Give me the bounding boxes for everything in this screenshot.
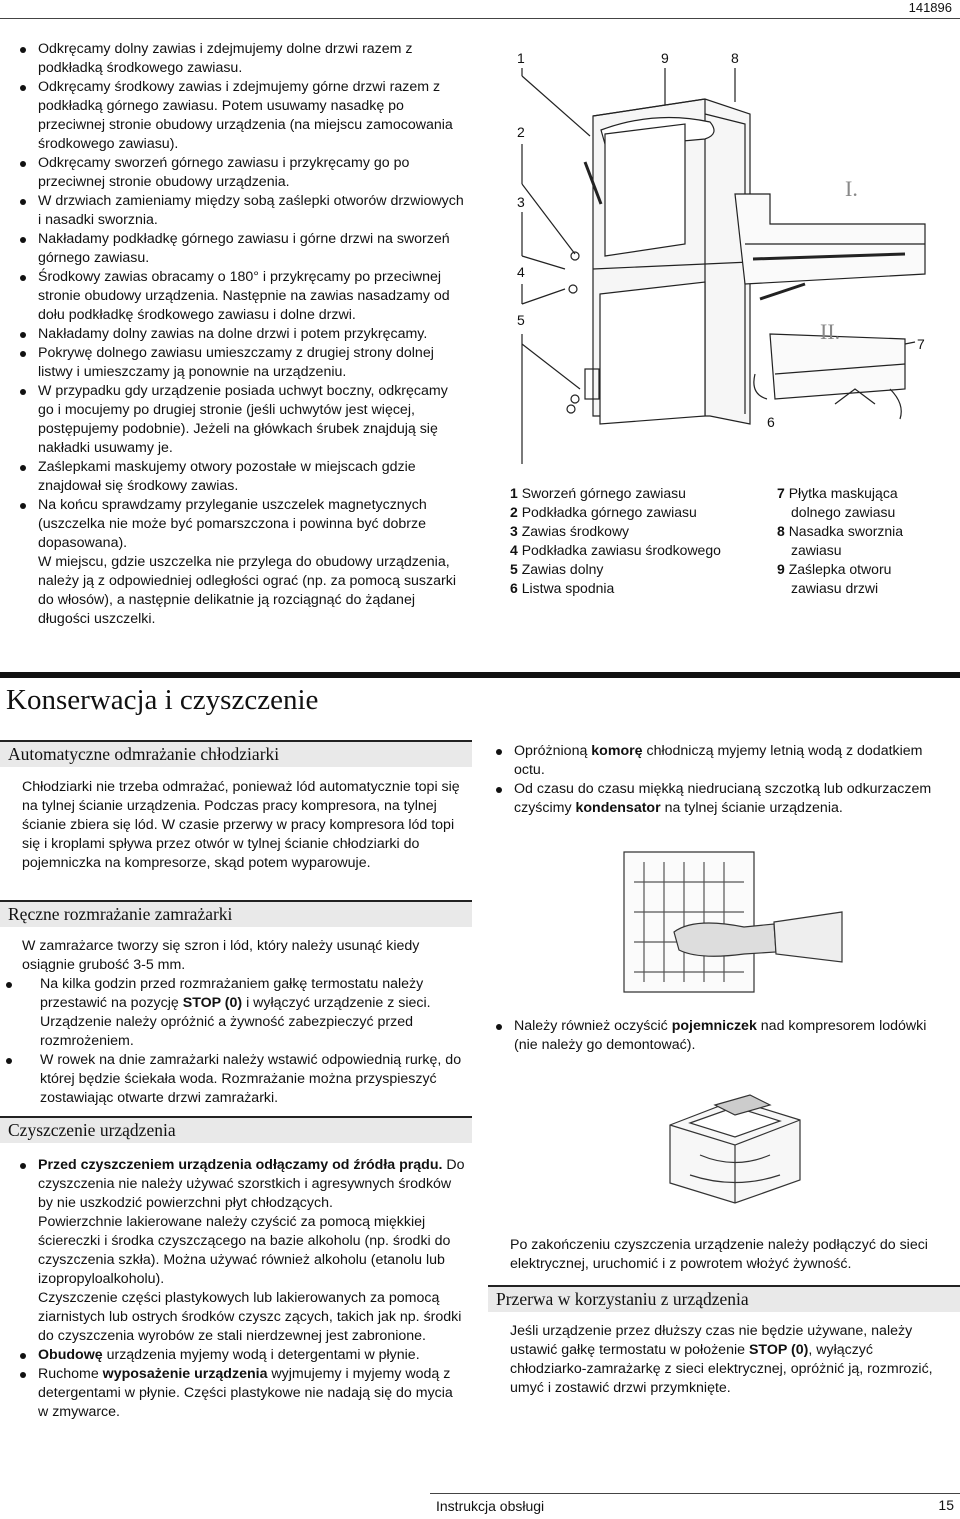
list-item: Od czasu do czasu miękką niedrucianą szczotką lub odkurzaczem czyścimy kondensator na tylnej ścianie urządzenia. [490, 780, 940, 818]
break-usage-text: Jeśli urządzenie przez dłuższy czas nie będzie używane, należy ustawić gałkę termostatu w położenie STOP (0), wyłączyć chłodziarko-zamrażarkę z sieci elektrycznej, opróżnić ją, rozmrozić, umyć i zostawić drzwi przymknięte. [510, 1323, 933, 1396]
list-item: Na kilka godzin przed rozmrażaniem gałkę termostatu należy przestawić na pozycję STOP (0) i wyłączyć urządzenie z sieci. Urządzenie należy opróżnić a żywność zabezpieczyć przed rozmrożeniem. [0, 975, 467, 1051]
legend-text: Zaślepka otworu [788, 561, 892, 577]
break-usage-heading: Przerwa w korzystaniu z urządzenia [488, 1285, 960, 1312]
door-reversal-steps [14, 40, 466, 629]
callout-1: 1 [517, 50, 525, 66]
footer-label: Instrukcja obsługi [436, 1498, 545, 1514]
footer-rule [430, 1493, 960, 1494]
legend-number: 2 [510, 504, 518, 520]
fridge-illustration [505, 44, 955, 484]
step-item: W drzwiach zamieniamy między sobą zaślepki otworów drzwiowych i nasadki sworznia. [14, 192, 466, 230]
step-item: Nakładamy podkładkę górnego zawiasu i górne drzwi na sworzeń górnego zawiasu. [14, 230, 466, 268]
cleaning-para-3: Czyszczenie części plastykowych lub lakierowanych za pomocą ziarnistych lub ostrych środków czyszc zących, takich jak np. środki do czyszczenia wyrobów ze stali nierdzewnej jest zabronione. [38, 1290, 462, 1344]
right-bullets-1 [490, 742, 940, 818]
cleaning-right-list [490, 742, 940, 818]
legend-item [510, 484, 721, 503]
legend-number: 5 [510, 561, 518, 577]
legend-number: 7 [777, 485, 785, 501]
legend-number: 1 [510, 485, 518, 501]
manual-defrost-heading: Ręczne rozmrażanie zamrażarki [0, 900, 472, 927]
manual-defrost-list [0, 975, 467, 1108]
header-rule [0, 18, 960, 19]
list-item: Należy również oczyścić pojemniczek nad kompresorem lodówki (nie należy go demontować). [490, 1017, 940, 1055]
cleaning-body [14, 1156, 466, 1422]
legend-item [510, 503, 721, 522]
step-item: Odkręcamy dolny zawias i zdejmujemy dolne drzwi razem z podkładką środkowego zawiasu. [14, 40, 466, 78]
callout-2: 2 [517, 124, 525, 140]
list-item: Przed czyszczeniem urządzenia odłączamy od źródła prądu. Do czyszczenia nie należy używać szorstkich i agresywnych środków by nie uszkodzić powierzchni płyt chłodzących. [14, 1156, 466, 1213]
cleaning-heading: Czyszczenie urządzenia [0, 1116, 472, 1143]
legend-text: Sworzeń górnego zawiasu [521, 485, 686, 501]
right-bullets-2 [490, 1017, 940, 1055]
callout-7: 7 [917, 336, 925, 352]
legend-item [510, 579, 721, 598]
legend-left [510, 484, 721, 598]
document-id: 141896 [908, 0, 952, 15]
auto-defrost-text: Chłodziarki nie trzeba odmrażać, ponieważ lód automatycznie topi się na tylnej ścianie urządzenia. Podczas pracy kompresora, na tylnej ścianie zbiera się lód. W czasie przerwy w pracy kompresora lód topi się i kroplami spływa przez otwór w tylnej ścianie chłodziarki do pojemniczka na kompresorze, skąd potem wyparowuje. [22, 779, 460, 871]
after-cleaning-text: Po zakończeniu czyszczenia urządzenie należy podłączyć do sieci elektrycznej, uruchomić i z powrotem włożyć żywność. [510, 1237, 928, 1272]
legend-text-continued: zawiasu drzwi [791, 580, 879, 596]
step-item: Odkręcamy środkowy zawias i zdejmujemy górne drzwi razem z podkładką górnego zawiasu. Potem usuwamy nasadkę po przeciwnej stronie obudowy urządzenia (na miejscu zamocowania środkowego zawiasu). [14, 78, 466, 154]
condenser-cleaning-illustration [604, 842, 844, 1002]
auto-defrost-heading: Automatyczne odmrażanie chłodziarki [0, 740, 472, 767]
manual-defrost-body [22, 937, 467, 1108]
step-item: Nakładamy dolny zawias na dolne drzwi i potem przykręcamy. [14, 325, 466, 344]
legend-text-continued: dolnego zawiasu [791, 504, 896, 520]
legend-text: Podkładka górnego zawiasu [521, 504, 697, 520]
callout-3: 3 [517, 194, 525, 210]
cleaning-list-2 [14, 1346, 466, 1422]
legend-text: Płytka maskująca [788, 485, 898, 501]
cleaning-para-2: Powierzchnie lakierowane należy czyścić za pomocą miękkiej ściereczki i środka czyszczącego na bazie alkoholu (np. środki do czyszczenia szkła). Można używać również alkoholu (etanolu lub izopropyloalkoholu). [38, 1214, 451, 1287]
compressor-tray-illustration [660, 1085, 810, 1205]
legend-number: 8 [777, 523, 785, 539]
legend-number: 6 [510, 580, 518, 596]
door-reversal-diagram [505, 44, 955, 484]
legend-item [510, 522, 721, 541]
list-item: W rowek na dnie zamrażarki należy wstawić odpowiednią rurkę, do której będzie ściekała woda. Rozmrażanie można przyspieszyć zostawiając otwarte drzwi zamrażarki. [0, 1051, 467, 1108]
callout-4: 4 [517, 264, 525, 280]
callout-9: 9 [661, 50, 669, 66]
container-list [490, 1017, 940, 1055]
step-item: W przypadku gdy urządzenie posiada uchwyt boczny, odkręcamy go i mocujemy po drugiej stronie (jeśli uchwytów jest więcej, postępujemy podobnie). Jeżeli na główkach śrubek znajdują się nakładki usuwamy je. [14, 382, 466, 458]
legend-item [777, 484, 903, 503]
legend-number: 4 [510, 542, 518, 558]
legend-item [777, 560, 903, 579]
steps-list [14, 40, 466, 553]
step-item: Środkowy zawias obracamy o 180° i przykręcamy po przeciwnej stronie obudowy urządzenia. Następnie na zawias nasadzamy od dołu podkładkę środkowego zawiasu i dolne drzwi. [14, 268, 466, 325]
callout-6: 6 [767, 414, 775, 430]
detail-label-i: I. [845, 176, 858, 201]
legend-number: 3 [510, 523, 518, 539]
cleaning-list [14, 1156, 466, 1213]
legend-item [510, 560, 721, 579]
list-item: Ruchome wyposażenie urządzenia wyjmujemy i myjemy wodą z detergentami w płynie. Części plastykowe nie nadają się do mycia w zmywarce. [14, 1365, 466, 1422]
legend-item [510, 541, 721, 560]
step-item: Odkręcamy sworzeń górnego zawiasu i przykręcamy go po przeciwnej stronie obudowy urządzenia. [14, 154, 466, 192]
legend-right [777, 484, 903, 598]
legend-text-continued: zawiasu [791, 542, 842, 558]
list-item: Opróżnioną komorę chłodniczą myjemy letnią wodą z dodatkiem octu. [490, 742, 940, 780]
legend-text: Zawias środkowy [521, 523, 630, 539]
steps-continuation: W miejscu, gdzie uszczelka nie przylega do obudowy urządzenia, należy ją z odpowiedniej odległości ograć (np. za pomocą suszarki do włosów), a następnie delikatnie ją rozciągnąć do żądanej długości uszczelki. [38, 554, 456, 627]
section-rule [0, 672, 960, 678]
section-title: Konserwacja i czyszczenie [6, 684, 319, 716]
legend-text: Zawias dolny [521, 561, 604, 577]
step-item: Zaślepkami maskujemy otwory pozostałe w miejscach gdzie znajdował się środkowy zawias. [14, 458, 466, 496]
detail-label-ii: II. [820, 319, 841, 344]
manual-defrost-intro: W zamrażarce tworzy się szron i lód, który należy usunąć kiedy osiągnie grubość 3-5 mm. [22, 938, 420, 973]
step-item: Pokrywę dolnego zawiasu umieszczamy z drugiej strony dolnej listwy i umieszczamy ją ponownie na urządzeniu. [14, 344, 466, 382]
legend-item [777, 522, 903, 541]
page-number: 15 [938, 1497, 954, 1513]
callout-8: 8 [731, 50, 739, 66]
legend-text: Nasadka sworznia [788, 523, 904, 539]
callout-5: 5 [517, 312, 525, 328]
step-item: Na końcu sprawdzamy przyleganie uszczelek magnetycznych (uszczelka nie może być pomarszczona i powinna być dobrze dopasowana). [14, 496, 466, 553]
list-item: Obudowę urządzenia myjemy wodą i detergentami w płynie. [14, 1346, 466, 1365]
legend-text: Listwa spodnia [521, 580, 615, 596]
legend-number: 9 [777, 561, 785, 577]
legend-text: Podkładka zawiasu środkowego [521, 542, 721, 558]
